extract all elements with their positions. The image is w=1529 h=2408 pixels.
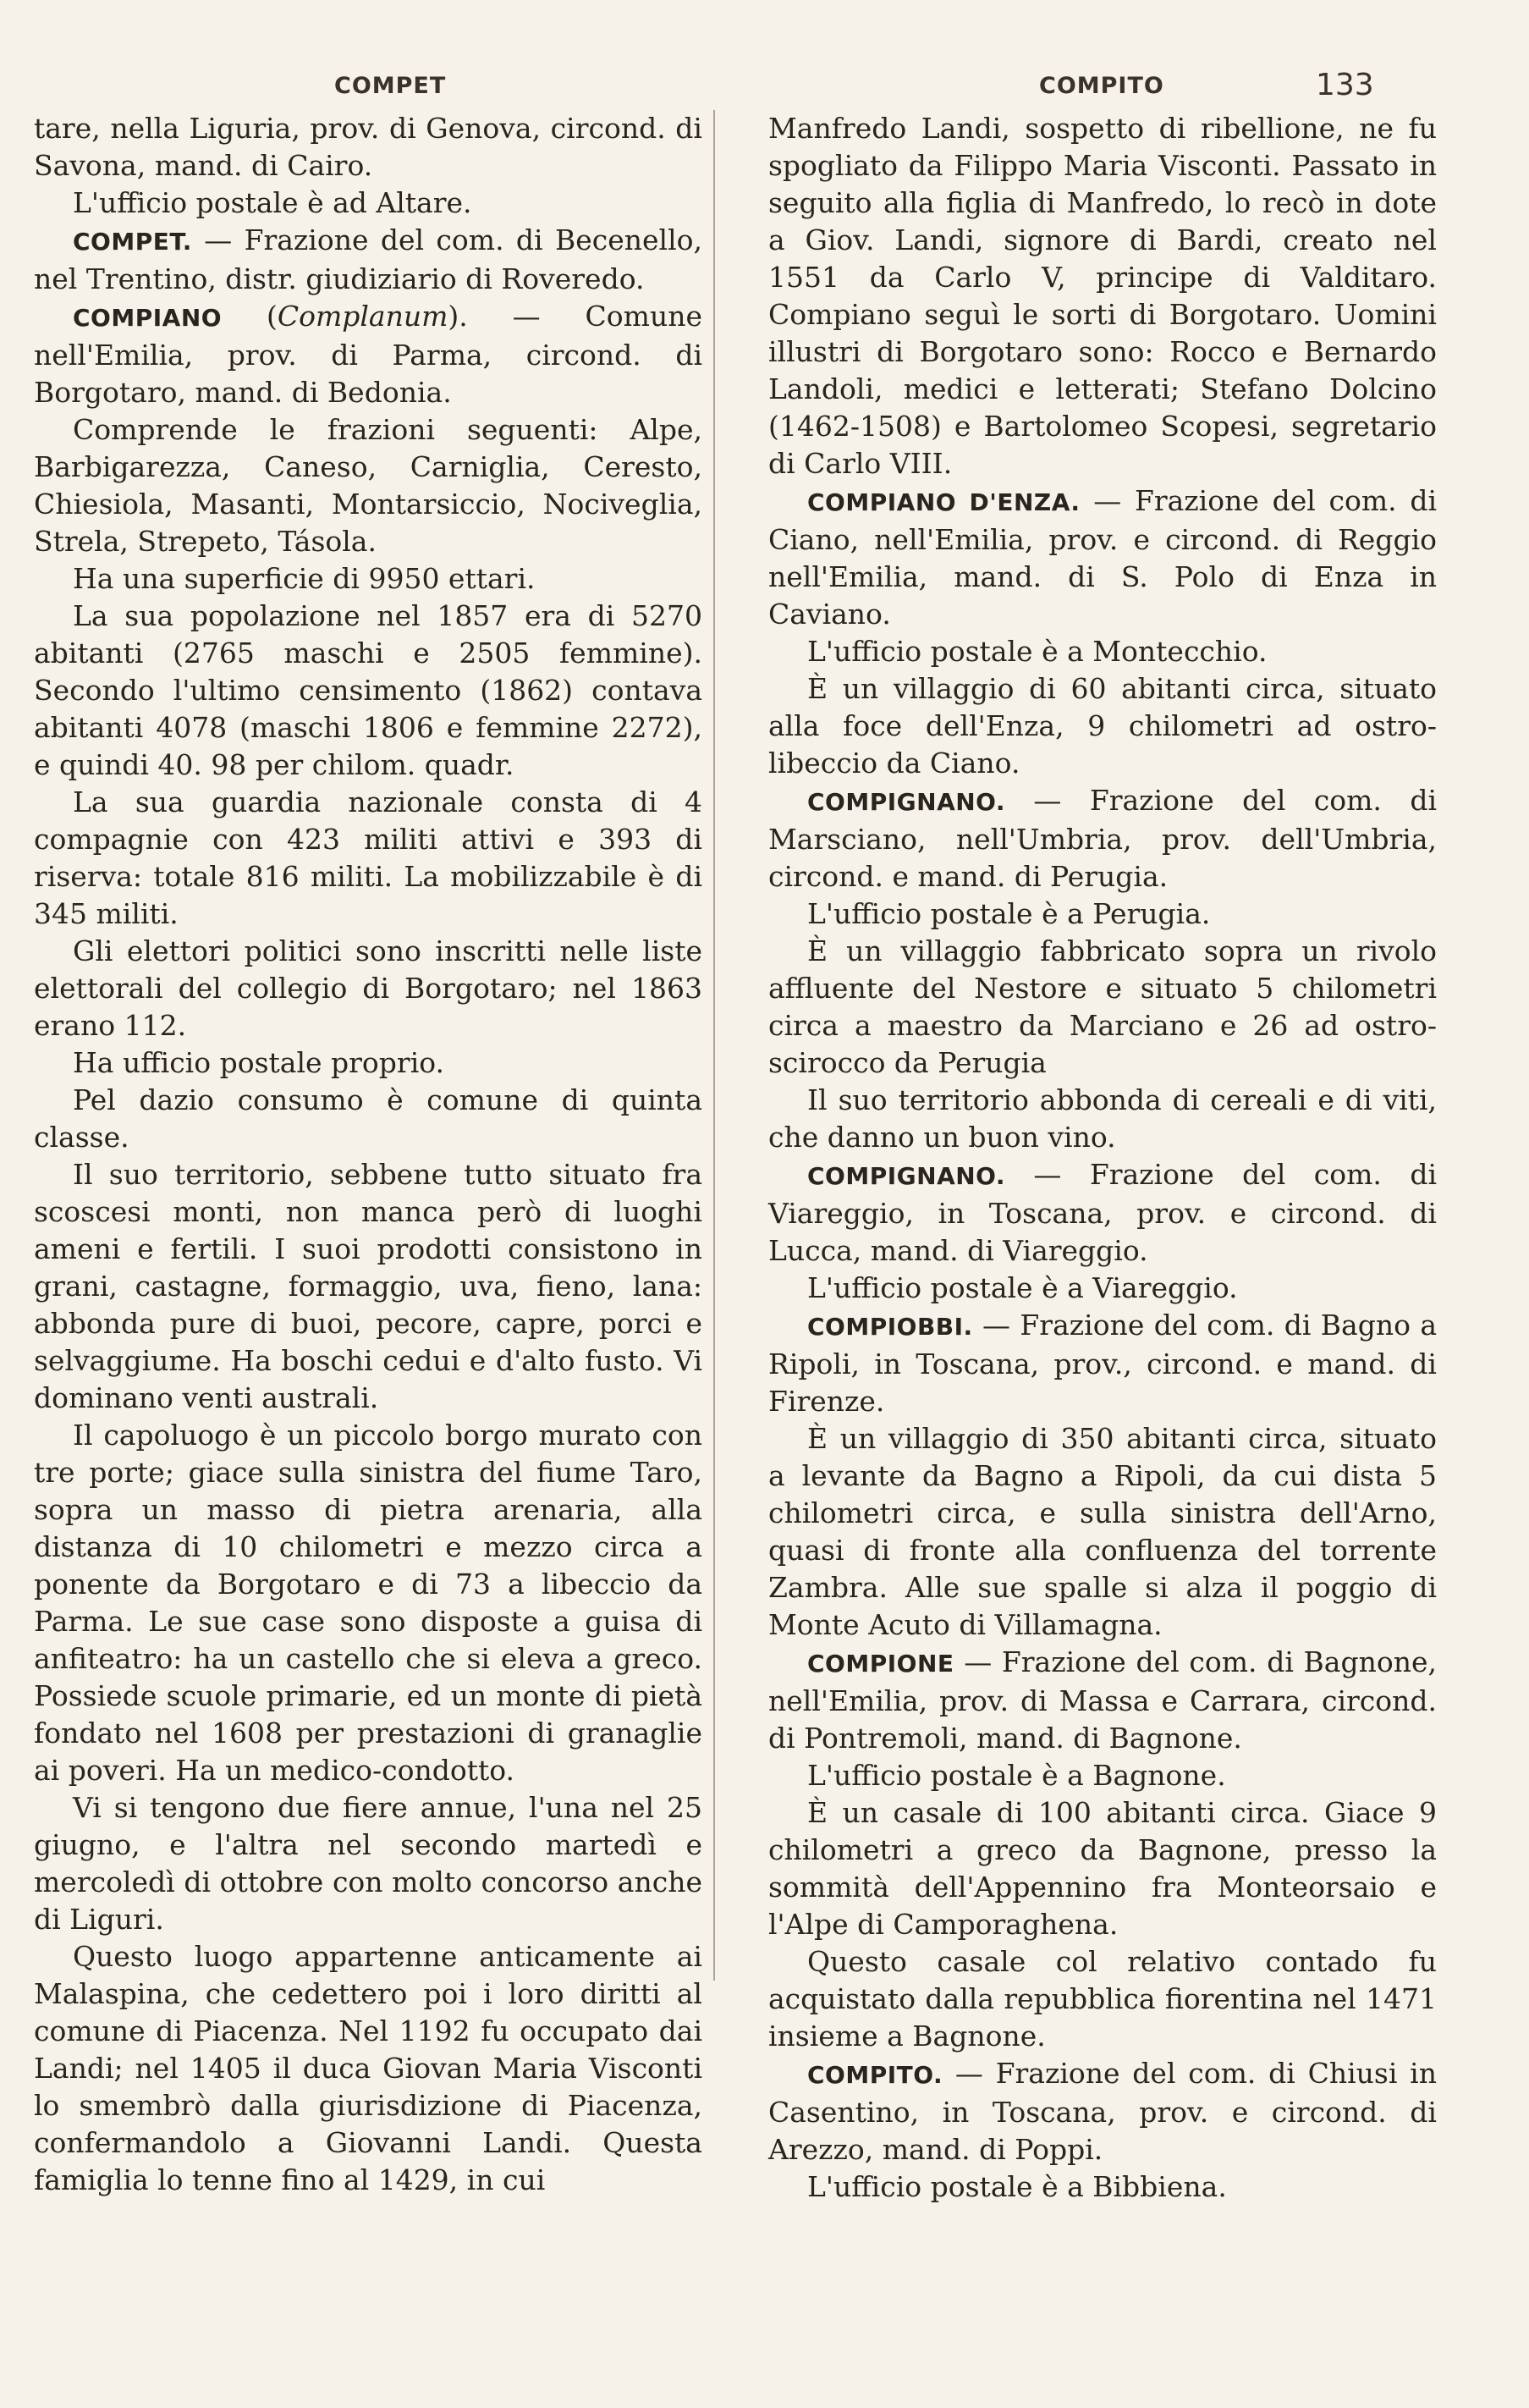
body-paragraph <box>768 1943 1437 2055</box>
column-divider <box>713 110 715 1981</box>
entry-text: Comprende le frazioni seguenti: Alpe, Barbigarezza, Caneso, Carniglia, Ceresto, Chiesiola, Masanti, Montarsiccio, Nociveglia, Strela, Strepeto, Tásola. <box>34 413 702 558</box>
entry-headword: COMPITO. <box>807 2061 943 2089</box>
entry-text: Il suo territorio, sebbene tutto situato fra scoscesi monti, non manca però di luoghi ameni e fertili. I suoi prodotti consistono in grani, castagne, formaggio, uva, fieno, lana: abbonda pure di buoi, pecore, capre, porci e selvaggiume. Ha boschi cedui e d'alto fusto. Vi dominano venti australi. <box>34 1158 702 1414</box>
entry-text: L'ufficio postale è ad Altare. <box>73 186 472 219</box>
latin-name: Complanum <box>277 300 448 333</box>
entry-text: È un casale di 100 abitanti circa. Giace 9 chilometri a greco da Bagnone, presso la sommità dell'Appennino fra Monteorsaio e l'Alpe di Camporaghena. <box>768 1796 1437 1941</box>
page-number: 133 <box>1316 68 1374 102</box>
entry-headword: COMPIANO <box>73 304 223 332</box>
body-paragraph <box>768 633 1437 670</box>
body-paragraph <box>768 933 1437 1082</box>
body-paragraph <box>34 1938 702 2199</box>
body-paragraph <box>34 560 702 598</box>
body-paragraph <box>768 670 1437 782</box>
body-paragraph <box>768 1757 1437 1794</box>
body-paragraph <box>768 110 1437 482</box>
entry-headword: COMPIGNANO. <box>807 788 1005 816</box>
right-column <box>768 110 1437 2206</box>
entry-text: L'ufficio postale è a Bagnone. <box>807 1759 1226 1792</box>
body-paragraph <box>34 1044 702 1082</box>
entry-text: Il capoluogo è un piccolo borgo murato con tre porte; giace sulla sinistra del fiume Taro, sopra un masso di pietra arenaria, alla distanza di 10 chilometri e mezzo circa a ponente da Borgotaro e di 73 a libeccio da Parma. Le sue case sono disposte a guisa di anfiteatro: ha un castello che si eleva a greco. Possiede scuole primarie, ed un monte di pietà fondato nel 1608 per prestazioni di granaglie ai poveri. Ha un medico-condotto. <box>34 1419 702 1787</box>
body-paragraph <box>34 411 702 560</box>
entry-text: Il suo territorio abbonda di cereali e di viti, che danno un buon vino. <box>768 1083 1437 1154</box>
entry-paragraph <box>768 782 1437 895</box>
body-paragraph <box>768 1082 1437 1156</box>
body-paragraph <box>34 598 702 784</box>
entry-text: L'ufficio postale è a Viareggio. <box>807 1271 1238 1304</box>
entry-text: Pel dazio consumo è comune di quinta classe. <box>34 1083 702 1154</box>
entry-paragraph <box>768 1644 1437 1757</box>
entry-paragraph <box>768 1307 1437 1420</box>
entry-text: Vi si tengono due fiere annue, l'una nel 25 giugno, e l'altra nel secondo martedì e mercoledì di ottobre con molto concorso anche di Liguri. <box>34 1791 702 1936</box>
entry-text: — Frazione del com. di Viareggio, in Toscana, prov. e circond. di Lucca, mand. di Viareggio. <box>768 1158 1437 1267</box>
entry-text: Questo casale col relativo contado fu acquistato dalla repubblica fiorentina nel 1471 insieme a Bagnone. <box>768 1945 1437 2053</box>
entry-paragraph <box>768 1156 1437 1270</box>
entry-text: — Frazione del com. di Marsciano, nell'Umbria, prov. dell'Umbria, circond. e mand. di Perugia. <box>768 784 1437 893</box>
entry-text: — Frazione del com. di Chiusi in Casentino, in Toscana, prov. e circond. di Arezzo, mand. di Poppi. <box>768 2057 1437 2166</box>
left-column <box>34 110 702 2199</box>
entry-text: L'ufficio postale è a Perugia. <box>807 897 1211 930</box>
body-paragraph <box>768 2168 1437 2206</box>
entry-text: L'ufficio postale è a Montecchio. <box>807 635 1268 668</box>
body-paragraph <box>768 1794 1437 1943</box>
entry-headword: COMPIONE <box>807 1650 954 1678</box>
entry-headword: COMPET. <box>73 228 192 256</box>
entry-text: È un villaggio fabbricato sopra un rivolo affluente del Nestore e situato 5 chilometri circa a maestro da Marciano e 26 ad ostro-scirocco da Perugia <box>768 934 1437 1079</box>
body-paragraph <box>34 1789 702 1938</box>
entry-headword: COMPIANO D'ENZA. <box>807 488 1081 516</box>
entry-text: L'ufficio postale è a Bibbiena. <box>807 2170 1227 2203</box>
entry-text: — Comune nell'Emilia, prov. di Parma, circond. di Borgotaro, mand. di Bedonia. <box>34 300 702 409</box>
entry-text: Questo luogo appartenne anticamente ai Malaspina, che cedettero poi i loro diritti al comune di Piacenza. Nel 1192 fu occupato dai Landi; nel 1405 il duca Giovan Maria Visconti lo smembrò dalla giurisdizione di Piacenza, confermandolo a Giovanni Landi. Questa famiglia lo tenne fino al 1429, in cui <box>34 1940 702 2196</box>
entry-text: — Frazione del com. di Bagnone, nell'Emilia, prov. di Massa e Carrara, circond. di Pontremoli, mand. di Bagnone. <box>768 1645 1437 1755</box>
entry-paragraph <box>768 2055 1437 2168</box>
entry-text: — Frazione del com. di Becenello, nel Trentino, distr. giudiziario di Roveredo. <box>34 223 702 295</box>
entry-text: Manfredo Landi, sospetto di ribellione, ne fu spogliato da Filippo Maria Visconti. Passato in seguito alla figlia di Manfredo, lo recò in dote a Giov. Landi, signore di Bardi, creato nel 1551 da Carlo V, principe di Valditaro. Compiano seguì le sorti di Borgotaro. Uomini illustri di Borgotaro sono: Rocco e Bernardo Landoli, medici e letterati; Stefano Dolcino (1462-1508) e Bartolomeo Scopesi, segretario di Carlo VIII. <box>768 112 1437 480</box>
body-paragraph <box>768 1420 1437 1644</box>
entry-paragraph <box>34 222 702 298</box>
entry-text: tare, nella Liguria, prov. di Genova, circond. di Savona, mand. di Cairo. <box>34 112 702 182</box>
entry-text: Ha ufficio postale proprio. <box>73 1046 445 1079</box>
body-paragraph <box>34 1156 702 1417</box>
body-paragraph <box>34 1082 702 1156</box>
running-head-left: COMPET <box>334 73 447 99</box>
entry-text: La sua popolazione nel 1857 era di 5270 abitanti (2765 maschi e 2505 femmine). Secondo l'ultimo censimento (1862) contava abitanti 4078 (maschi 1806 e femmine 2272), e quindi 40. 98 per chilom. quadr. <box>34 599 702 781</box>
body-paragraph <box>34 110 702 185</box>
entry-text: — Frazione del com. di Bagno a Ripoli, in Toscana, prov., circond. e mand. di Firenze. <box>768 1309 1437 1418</box>
entry-text: — Frazione del com. di Ciano, nell'Emilia, prov. e circond. di Reggio nell'Emilia, mand. di S. Polo di Enza in Caviano. <box>768 484 1438 631</box>
body-paragraph <box>34 784 702 933</box>
entry-paragraph <box>768 482 1437 633</box>
body-paragraph <box>768 895 1437 933</box>
body-paragraph <box>34 1417 702 1789</box>
entry-text: È un villaggio di 350 abitanti circa, situato a levante da Bagno a Ripoli, da cui dista 5 chilometri circa, e sulla sinistra dell'Arno, quasi di fronte alla confluenza del torrente Zambra. Alle sue spalle si alza il poggio di Monte Acuto di Villamagna. <box>768 1422 1437 1641</box>
body-paragraph <box>768 1270 1437 1307</box>
running-head-right: COMPITO <box>1039 73 1164 99</box>
body-paragraph <box>34 185 702 222</box>
entry-text: È un villaggio di 60 abitanti circa, situato alla foce dell'Enza, 9 chilometri ad ostro-libeccio da Ciano. <box>768 672 1437 780</box>
entry-headword: COMPIOBBI. <box>807 1313 973 1341</box>
entry-text: Ha una superficie di 9950 ettari. <box>73 562 536 595</box>
entry-text: La sua guardia nazionale consta di 4 compagnie con 423 militi attivi e 393 di riserva: totale 816 militi. La mobilizzabile è di 345 militi. <box>34 785 702 930</box>
entry-text: Gli elettori politici sono inscritti nelle liste elettorali del collegio di Borgotaro; nel 1863 erano 112. <box>34 934 702 1042</box>
entry-paragraph: COMPIANO (Complanum). — Comune nell'Emilia, prov. di Parma, circond. di Borgotaro, mand. di Bedonia. <box>34 300 702 409</box>
entry-headword: COMPIGNANO. <box>807 1162 1005 1190</box>
body-paragraph <box>34 933 702 1044</box>
